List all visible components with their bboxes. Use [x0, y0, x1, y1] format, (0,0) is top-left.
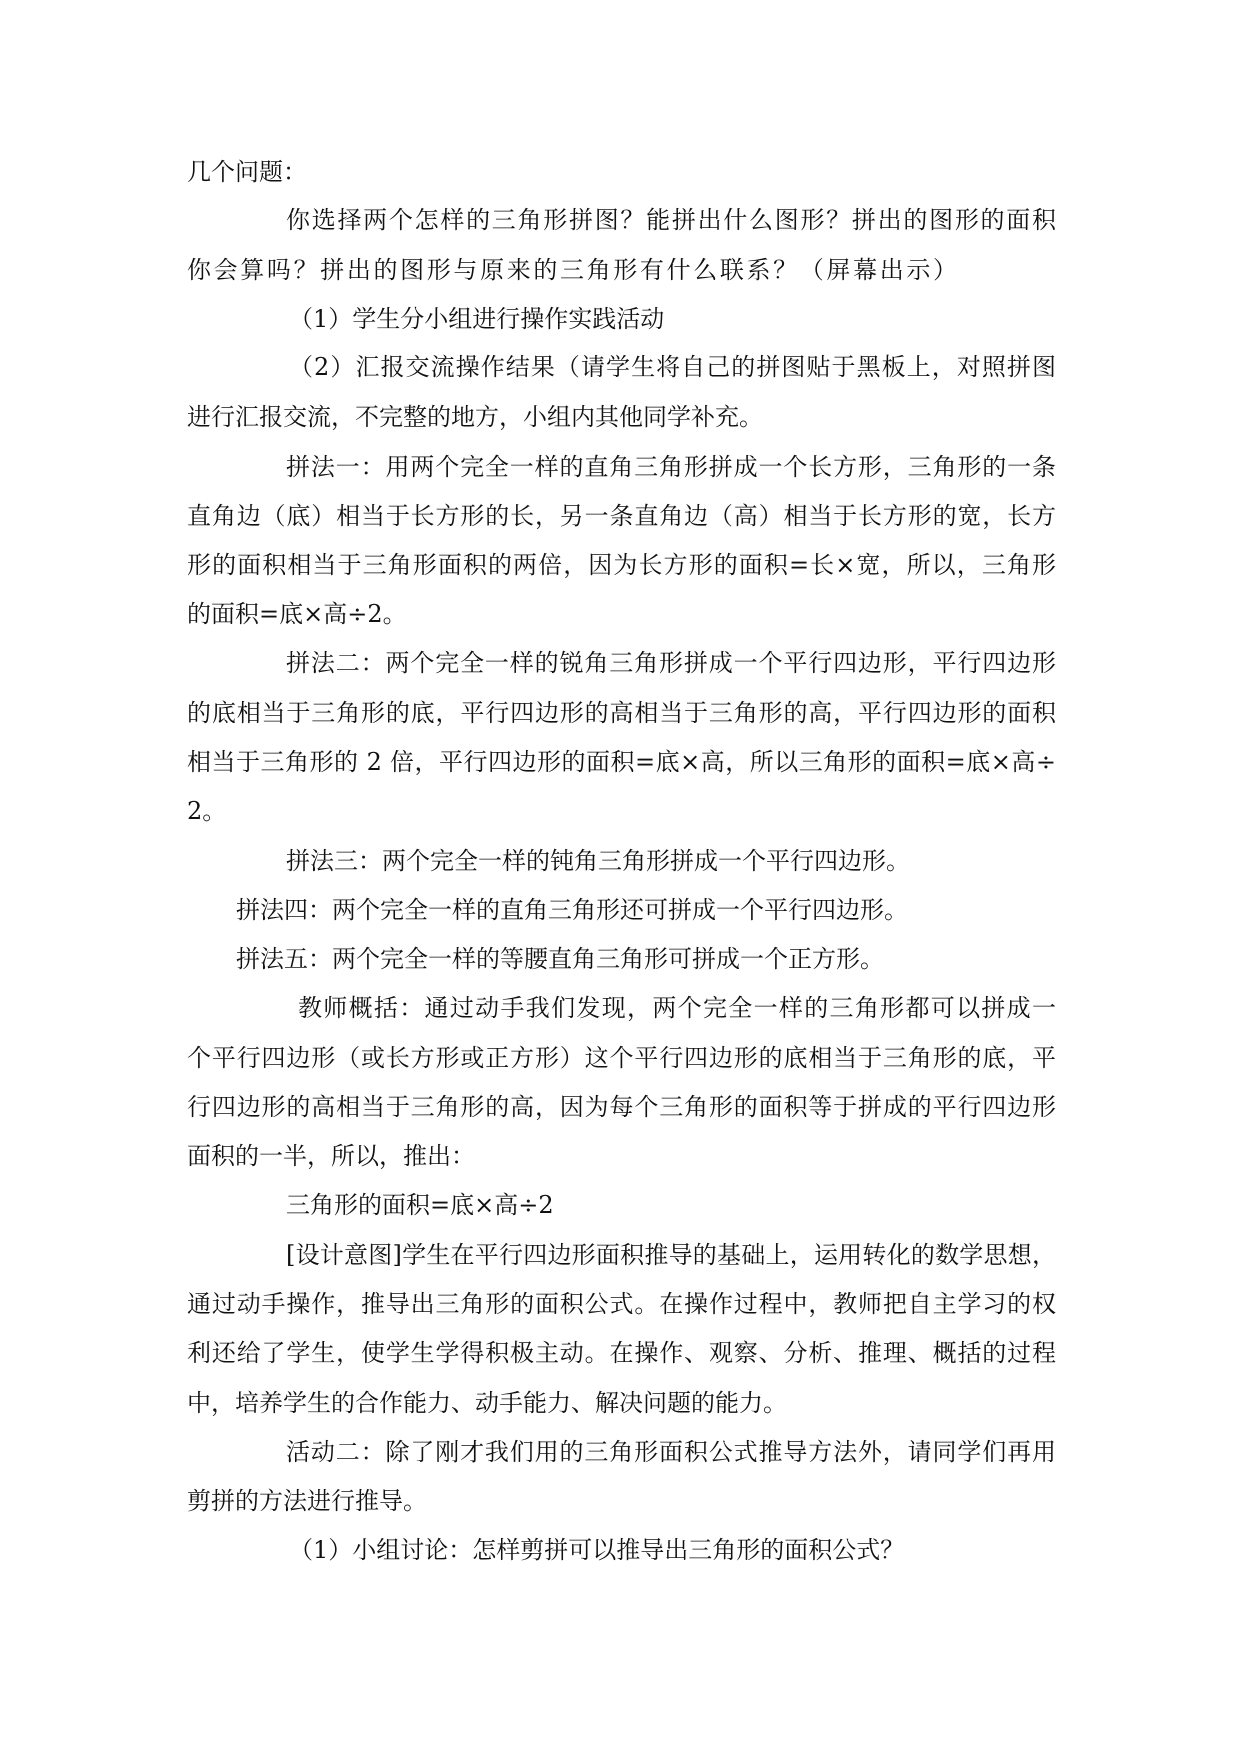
text-line-6: 进行汇报交流，不完整的地方，小组内其他同学补充。	[187, 403, 763, 431]
text-line-13: 相当于三角形的 2 倍，平行四边形的面积=底×高，所以三角形的面积=底×高÷	[187, 748, 1056, 776]
text-line-24: 通过动手操作，推导出三角形的面积公式。在操作过程中，教师把自主学习的权	[187, 1290, 1056, 1318]
text-line-2: 你选择两个怎样的三角形拼图？能拼出什么图形？拼出的图形的面积	[286, 206, 1056, 234]
text-line-23: [设计意图]学生在平行四边形面积推导的基础上，运用转化的数学思想，	[286, 1241, 1056, 1269]
text-line-5: （2）汇报交流操作结果（请学生将自己的拼图贴于黑板上，对照拼图	[289, 353, 1056, 381]
text-line-21: 面积的一半，所以，推出：	[187, 1142, 475, 1170]
text-line-25: 利还给了学生，使学生学得积极主动。在操作、观察、分析、推理、概括的过程	[187, 1339, 1056, 1367]
text-line-4: （1）学生分小组进行操作实践活动	[289, 305, 665, 333]
text-line-8: 直角边（底）相当于长方形的长，另一条直角边（高）相当于长方形的宽，长方	[187, 502, 1056, 530]
text-line-16: 拼法四：两个完全一样的直角三角形还可拼成一个平行四边形。	[236, 896, 908, 924]
text-line-17: 拼法五：两个完全一样的等腰直角三角形可拼成一个正方形。	[236, 945, 884, 973]
text-line-28: 剪拼的方法进行推导。	[187, 1487, 427, 1515]
text-line-10: 的面积=底×高÷2。	[187, 600, 407, 628]
text-line-27: 活动二：除了刚才我们用的三角形面积公式推导方法外，请同学们再用	[286, 1438, 1056, 1466]
text-line-22: 三角形的面积=底×高÷2	[286, 1191, 554, 1219]
text-line-15: 拼法三：两个完全一样的钝角三角形拼成一个平行四边形。	[286, 847, 910, 875]
text-line-20: 行四边形的高相当于三角形的高，因为每个三角形的面积等于拼成的平行四边形	[187, 1093, 1056, 1121]
text-line-9: 形的面积相当于三角形面积的两倍，因为长方形的面积=长×宽，所以，三角形	[187, 551, 1056, 579]
text-line-26: 中，培养学生的合作能力、动手能力、解决问题的能力。	[187, 1389, 787, 1417]
text-line-1: 几个问题：	[187, 158, 307, 186]
text-line-14: 2。	[187, 797, 227, 825]
text-line-11: 拼法二：两个完全一样的锐角三角形拼成一个平行四边形，平行四边形	[286, 649, 1056, 677]
text-line-3: 你会算吗？拼出的图形与原来的三角形有什么联系？（屏幕出示）	[187, 256, 957, 284]
text-line-19: 个平行四边形（或长方形或正方形）这个平行四边形的底相当于三角形的底，平	[187, 1044, 1056, 1072]
text-line-29: （1）小组讨论：怎样剪拼可以推导出三角形的面积公式？	[289, 1536, 905, 1564]
text-line-18: 教师概括：通过动手我们发现，两个完全一样的三角形都可以拼成一	[298, 994, 1056, 1022]
text-line-7: 拼法一：用两个完全一样的直角三角形拼成一个长方形，三角形的一条	[286, 453, 1056, 481]
text-line-12: 的底相当于三角形的底，平行四边形的高相当于三角形的高，平行四边形的面积	[187, 699, 1056, 727]
